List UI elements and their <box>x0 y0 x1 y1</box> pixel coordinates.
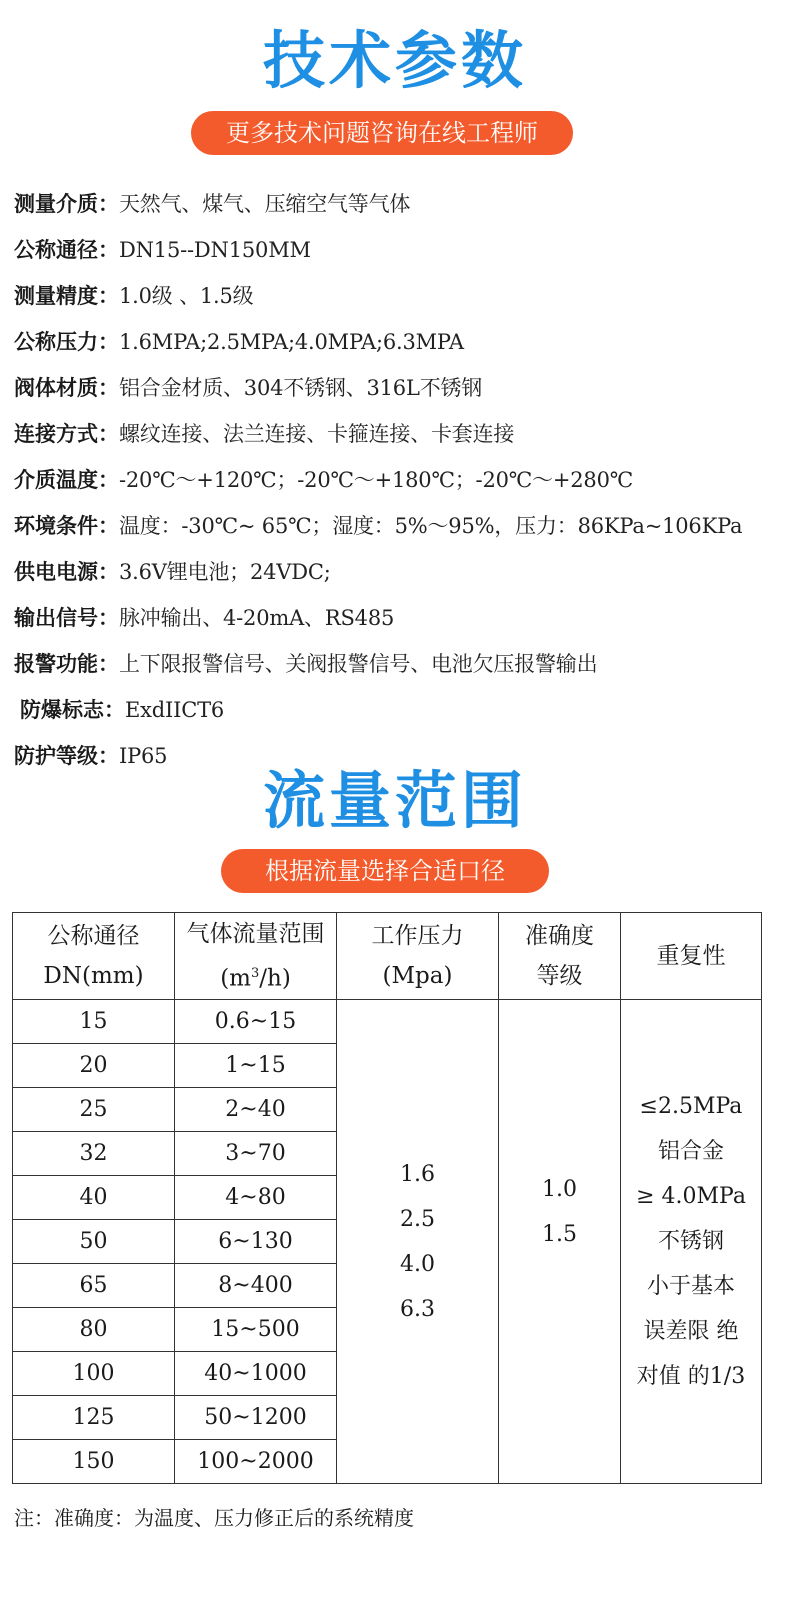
cell-flow: 50~1200 <box>175 1396 337 1440</box>
spec-separator: ： <box>98 513 119 538</box>
header-flow-unit-sup: 3 <box>250 965 260 981</box>
spec-value: DN15--DN150MM <box>119 238 311 262</box>
cell-flow: 2~40 <box>175 1088 337 1132</box>
spec-value: 天然气、煤气、压缩空气等气体 <box>119 192 411 216</box>
cell-dn: 15 <box>13 1000 175 1044</box>
spec-value: ExdIICT6 <box>125 698 225 722</box>
spec-row <box>14 462 784 508</box>
spec-label: 防护等级 <box>14 744 98 768</box>
header-dn <box>13 913 175 1000</box>
section-title-specs: 技术参数 <box>262 24 527 97</box>
pressure-value: 4.0 <box>400 1251 435 1277</box>
spec-label: 供电电源 <box>14 560 98 584</box>
pressure-value: 2.5 <box>400 1206 435 1232</box>
header-flow <box>175 913 337 1000</box>
repeatability-line: 误差限 绝 <box>643 1319 739 1344</box>
choose-caliber-banner: 根据流量选择合适口径 <box>221 849 549 893</box>
accuracy-value: 1.5 <box>542 1221 577 1247</box>
spec-row <box>14 508 784 554</box>
cell-dn: 32 <box>13 1132 175 1176</box>
spec-value: 温度：-30℃~ 65℃；湿度：5%～95%，压力：86KPa~106KPa <box>119 514 743 538</box>
header-dn-line1: 公称通径 <box>47 923 140 949</box>
spec-row <box>14 554 784 600</box>
spec-row <box>14 232 784 278</box>
cell-dn: 20 <box>13 1044 175 1088</box>
spec-row <box>14 646 784 692</box>
spec-label: 报警功能 <box>14 652 98 676</box>
header-flow-line2 <box>175 954 336 999</box>
spec-row <box>14 186 784 232</box>
spec-value: 铝合金材质、304不锈钢、316L不锈钢 <box>119 376 483 400</box>
spec-label: 公称通径 <box>14 238 98 262</box>
spec-separator: ： <box>98 651 119 676</box>
header-pressure-line2: (Mpa) <box>382 963 453 989</box>
spec-value: 螺纹连接、法兰连接、卡箍连接、卡套连接 <box>119 422 515 446</box>
spec-separator: ： <box>98 605 119 630</box>
cell-flow: 1~15 <box>175 1044 337 1088</box>
spec-label: 介质温度 <box>14 468 98 492</box>
spec-separator: ： <box>98 329 119 354</box>
header-repeatability <box>621 913 762 1000</box>
consult-engineer-banner: 更多技术问题咨询在线工程师 <box>191 111 573 155</box>
spec-label: 环境条件 <box>14 514 98 538</box>
repeatability-line: 小于基本 <box>646 1274 735 1299</box>
cell-dn: 125 <box>13 1396 175 1440</box>
accuracy-value: 1.0 <box>542 1176 577 1202</box>
spec-label: 阀体材质 <box>14 376 98 400</box>
spec-separator: ： <box>98 237 119 262</box>
spec-label: 输出信号 <box>14 606 98 630</box>
spec-value: 1.0级 、1.5级 <box>119 284 254 308</box>
spec-row <box>14 278 784 324</box>
cell-accuracy <box>499 1000 621 1484</box>
cell-flow: 4~80 <box>175 1176 337 1220</box>
spec-separator: ： <box>98 421 119 446</box>
spec-separator: ： <box>98 467 119 492</box>
header-dn-line2: DN(mm) <box>43 963 144 989</box>
cell-dn: 40 <box>13 1176 175 1220</box>
spec-separator: ： <box>98 191 119 216</box>
cell-repeatability <box>621 1000 762 1484</box>
cell-dn: 80 <box>13 1308 175 1352</box>
spec-label: 测量介质 <box>14 192 98 216</box>
spec-row <box>14 692 784 738</box>
cell-dn: 65 <box>13 1264 175 1308</box>
pressure-value: 1.6 <box>400 1161 435 1187</box>
cell-flow: 0.6~15 <box>175 1000 337 1044</box>
spec-row <box>14 324 784 370</box>
spec-label: 测量精度 <box>14 284 98 308</box>
spec-row <box>14 416 784 462</box>
header-pressure <box>337 913 499 1000</box>
spec-value: IP65 <box>119 744 168 768</box>
cell-flow: 6~130 <box>175 1220 337 1264</box>
spec-value: 脉冲输出、4-20mA、RS485 <box>119 606 395 630</box>
accuracy-values <box>499 1167 620 1257</box>
spec-label: 公称压力 <box>14 330 98 354</box>
header-accuracy-line1: 准确度 <box>525 923 594 949</box>
cell-flow: 15~500 <box>175 1308 337 1352</box>
table-row <box>13 1000 762 1044</box>
cell-dn: 50 <box>13 1220 175 1264</box>
cell-flow: 40~1000 <box>175 1352 337 1396</box>
repeatability-line: 铝合金 <box>657 1139 724 1164</box>
header-flow-unit-a: (m <box>220 965 251 992</box>
header-repeatability-line1: 重复性 <box>656 943 726 969</box>
flow-range-table <box>12 912 762 1484</box>
repeatability-line: ≥ 4.0MPa <box>636 1184 746 1209</box>
cell-dn: 150 <box>13 1440 175 1484</box>
footnote: 注：准确度：为温度、压力修正后的系统精度 <box>14 1506 414 1530</box>
header-accuracy <box>499 913 621 1000</box>
cell-flow: 100~2000 <box>175 1440 337 1484</box>
cell-dn: 25 <box>13 1088 175 1132</box>
pressure-value: 6.3 <box>400 1296 435 1322</box>
repeatability-line: ≤2.5MPa <box>639 1094 743 1119</box>
spec-separator: ： <box>98 283 119 308</box>
spec-list <box>14 186 784 784</box>
spec-label: 防爆标志 <box>20 698 104 722</box>
spec-value: -20℃～+120℃；-20℃～+180℃；-20℃～+280℃ <box>119 468 634 492</box>
cell-flow: 8~400 <box>175 1264 337 1308</box>
spec-label: 连接方式 <box>14 422 98 446</box>
spec-value: 3.6V锂电池；24VDC; <box>119 560 331 584</box>
spec-value: 上下限报警信号、关阀报警信号、电池欠压报警输出 <box>119 652 598 676</box>
spec-value: 1.6MPA;2.5MPA;4.0MPA;6.3MPA <box>119 330 464 354</box>
spec-row <box>14 370 784 416</box>
spec-separator: ： <box>98 559 119 584</box>
spec-separator: ： <box>98 375 119 400</box>
spec-row <box>14 600 784 646</box>
header-flow-unit-b: /h) <box>259 965 291 992</box>
table-header-row <box>13 913 762 1000</box>
header-flow-line1: 气体流量范围 <box>186 920 325 947</box>
spec-separator: ： <box>98 743 119 768</box>
spec-separator: ： <box>104 697 125 722</box>
section-title-flow-range: 流量范围 <box>262 764 527 837</box>
repeatability-line: 不锈钢 <box>657 1229 724 1254</box>
cell-pressure <box>337 1000 499 1484</box>
repeatability-line: 对值 的1/3 <box>636 1364 746 1389</box>
header-accuracy-line2: 等级 <box>536 963 583 989</box>
cell-flow: 3~70 <box>175 1132 337 1176</box>
cell-dn: 100 <box>13 1352 175 1396</box>
header-pressure-line1: 工作压力 <box>371 923 464 949</box>
